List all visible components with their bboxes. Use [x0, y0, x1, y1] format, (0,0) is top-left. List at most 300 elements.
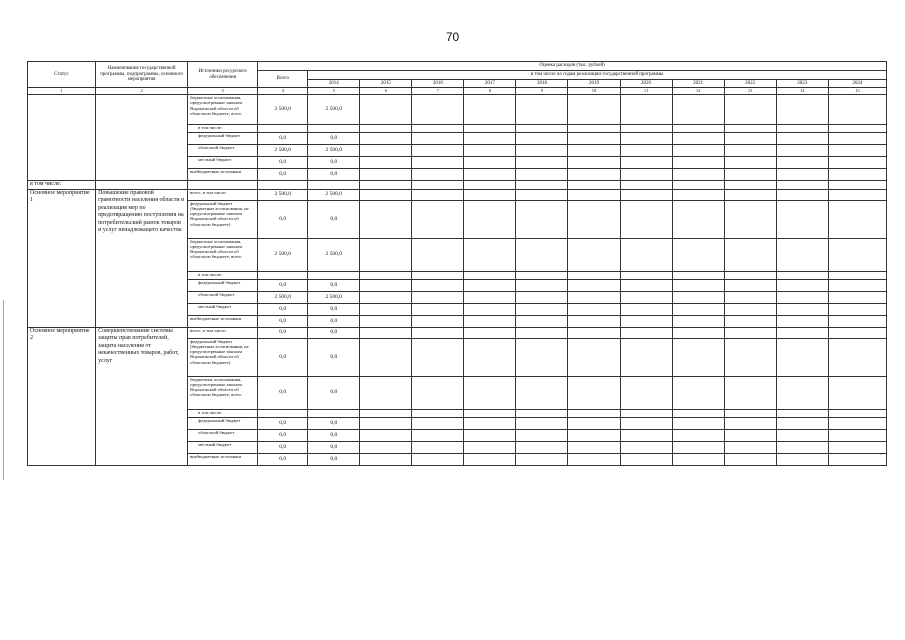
activity1-empty-cell	[568, 189, 620, 200]
activity1-empty-cell	[516, 291, 568, 303]
activity1-empty-cell	[620, 271, 672, 279]
header-index: 1	[28, 88, 96, 95]
top_block-empty-cell	[776, 95, 828, 125]
activity1-total	[258, 271, 308, 279]
activity2-empty-cell	[412, 453, 464, 465]
top_block-empty-cell	[672, 169, 724, 181]
header-index: 7	[412, 88, 464, 95]
activity2-empty-cell	[724, 376, 776, 409]
activity1-empty-cell	[776, 279, 828, 291]
activity2-empty-cell	[516, 327, 568, 338]
activity2-source: федеральный бюджет (бюджетные ассигнования, не предусмотренные законом Воронежской области об областном бюджете)	[188, 338, 258, 376]
top_block-status	[28, 95, 96, 181]
header-index: 6	[360, 88, 412, 95]
header-name: Наименование государственной программы, подпрограммы, основного мероприятия	[96, 62, 188, 88]
left-margin-mark	[3, 300, 4, 480]
activity2-empty-cell	[516, 441, 568, 453]
top_block-empty-cell	[672, 125, 724, 133]
top_block-empty-cell	[568, 145, 620, 157]
activity2-empty-cell	[620, 376, 672, 409]
activity2-total	[258, 409, 308, 417]
activity1-empty-cell	[724, 200, 776, 238]
activity2-empty-cell	[828, 417, 886, 429]
top_block-empty-cell	[828, 133, 886, 145]
activity1-empty-cell	[672, 189, 724, 200]
activity2-empty-cell	[620, 409, 672, 417]
activity1-empty-cell	[568, 315, 620, 327]
activity1-empty-cell	[464, 315, 516, 327]
activity2-empty-cell	[620, 338, 672, 376]
activity2-empty-cell	[360, 409, 412, 417]
activity2-empty-cell	[464, 441, 516, 453]
header-index: 11	[620, 88, 672, 95]
activity2-source: бюджетные ассигнования, предусмотренные законом Воронежской области об областном бюджете, всего	[188, 376, 258, 409]
activity1-empty-cell	[360, 315, 412, 327]
in-total-empty	[776, 181, 828, 190]
activity2-empty-cell	[464, 453, 516, 465]
activity2-empty-cell	[776, 327, 828, 338]
in-total-empty	[308, 181, 360, 190]
top_block-empty-cell	[516, 145, 568, 157]
top_block-empty-cell	[620, 133, 672, 145]
activity2-row	[28, 327, 887, 338]
activity2-empty-cell	[672, 441, 724, 453]
activity2-empty-cell	[568, 409, 620, 417]
activity2-empty-cell	[516, 376, 568, 409]
header-total: Всего	[258, 71, 308, 88]
activity1-empty-cell	[360, 279, 412, 291]
activity2-source: в том числе:	[188, 409, 258, 417]
activity1-empty-cell	[620, 315, 672, 327]
activity1-empty-cell	[724, 238, 776, 271]
activity2-empty-cell	[516, 409, 568, 417]
header-executor: Источники ресурсного обеспечения	[188, 62, 258, 88]
top_block-empty-cell	[776, 145, 828, 157]
activity1-empty-cell	[568, 200, 620, 238]
top_block-empty-cell	[828, 95, 886, 125]
activity2-empty-cell	[828, 453, 886, 465]
top_block-y2014: 0,0	[308, 169, 360, 181]
top_block-empty-cell	[464, 133, 516, 145]
top_block-empty-cell	[412, 95, 464, 125]
in-total-empty	[96, 181, 188, 190]
activity1-status: Основное мероприятие 1	[28, 189, 96, 327]
activity2-empty-cell	[672, 417, 724, 429]
activity2-empty-cell	[828, 327, 886, 338]
top_block-empty-cell	[724, 169, 776, 181]
top_block-empty-cell	[412, 145, 464, 157]
activity2-empty-cell	[568, 417, 620, 429]
activity2-empty-cell	[620, 453, 672, 465]
activity1-y2014: 0,0	[308, 303, 360, 315]
header-index: 5	[308, 88, 360, 95]
header-year: 2018	[516, 80, 568, 88]
activity2-y2014: 0,0	[308, 376, 360, 409]
activity2-empty-cell	[620, 441, 672, 453]
header-status: Статус	[28, 62, 96, 88]
activity1-y2014: 2 500,0	[308, 238, 360, 271]
activity2-empty-cell	[568, 376, 620, 409]
top_block-empty-cell	[620, 169, 672, 181]
top_block-empty-cell	[620, 125, 672, 133]
activity2-empty-cell	[776, 409, 828, 417]
in-total-empty	[360, 181, 412, 190]
top_block-empty-cell	[724, 95, 776, 125]
activity1-empty-cell	[568, 291, 620, 303]
activity2-empty-cell	[360, 453, 412, 465]
activity2-empty-cell	[620, 417, 672, 429]
activity2-empty-cell	[516, 453, 568, 465]
activity2-empty-cell	[568, 429, 620, 441]
activity1-source: федеральный бюджет (бюджетные ассигнования, не предусмотренные законом Воронежской области об областном бюджете)	[188, 200, 258, 238]
activity2-y2014	[308, 409, 360, 417]
top_block-empty-cell	[360, 133, 412, 145]
activity1-empty-cell	[412, 303, 464, 315]
activity1-empty-cell	[620, 279, 672, 291]
top_block-empty-cell	[828, 169, 886, 181]
top_block-empty-cell	[568, 125, 620, 133]
top_block-empty-cell	[776, 133, 828, 145]
activity1-empty-cell	[412, 279, 464, 291]
activity1-total: 0,0	[258, 315, 308, 327]
header-year: 2020	[620, 80, 672, 88]
activity2-empty-cell	[672, 376, 724, 409]
activity1-empty-cell	[672, 200, 724, 238]
activity1-empty-cell	[620, 238, 672, 271]
activity1-empty-cell	[412, 200, 464, 238]
top_block-total	[258, 125, 308, 133]
top_block-source: областной бюджет	[188, 145, 258, 157]
header-index: 10	[568, 88, 620, 95]
activity2-empty-cell	[776, 338, 828, 376]
activity2-empty-cell	[360, 338, 412, 376]
activity2-empty-cell	[828, 409, 886, 417]
activity1-empty-cell	[412, 189, 464, 200]
activity1-y2014: 2 500,0	[308, 189, 360, 200]
header-year: 2017	[464, 80, 516, 88]
activity1-empty-cell	[516, 238, 568, 271]
top_block-source: внебюджетные источники	[188, 169, 258, 181]
activity1-empty-cell	[412, 291, 464, 303]
top_block-empty-cell	[516, 125, 568, 133]
activity1-y2014: 0,0	[308, 279, 360, 291]
header-year: 2023	[776, 80, 828, 88]
activity2-total: 0,0	[258, 376, 308, 409]
activity2-empty-cell	[724, 441, 776, 453]
activity1-empty-cell	[360, 200, 412, 238]
activity1-empty-cell	[412, 315, 464, 327]
activity1-empty-cell	[776, 200, 828, 238]
header-year: 2014	[308, 80, 360, 88]
activity2-total: 0,0	[258, 441, 308, 453]
top_block-empty-cell	[776, 169, 828, 181]
top_block-empty-cell	[620, 95, 672, 125]
header-index: 13	[724, 88, 776, 95]
top_block-source: в том числе:	[188, 125, 258, 133]
top_block-y2014: 0,0	[308, 133, 360, 145]
activity1-source: в том числе:	[188, 271, 258, 279]
activity1-empty-cell	[516, 315, 568, 327]
activity2-empty-cell	[776, 429, 828, 441]
activity1-source: областной бюджет	[188, 291, 258, 303]
activity2-empty-cell	[776, 417, 828, 429]
activity2-y2014: 0,0	[308, 338, 360, 376]
top_block-empty-cell	[360, 95, 412, 125]
activity2-empty-cell	[828, 441, 886, 453]
activity1-empty-cell	[464, 271, 516, 279]
activity1-source: внебюджетные источники	[188, 315, 258, 327]
header-index-row	[28, 88, 887, 95]
activity2-source: федеральный бюджет	[188, 417, 258, 429]
activity1-empty-cell	[568, 238, 620, 271]
top_block-empty-cell	[776, 157, 828, 169]
header-year: 2019	[568, 80, 620, 88]
activity1-empty-cell	[516, 200, 568, 238]
top_block-source: местный бюджет	[188, 157, 258, 169]
top_block-total: 2 500,0	[258, 95, 308, 125]
activity2-empty-cell	[412, 441, 464, 453]
header-funding: Оценка расходов (тыс. рублей)	[258, 62, 887, 71]
activity2-total: 0,0	[258, 327, 308, 338]
activity1-empty-cell	[516, 271, 568, 279]
header-index: 2	[96, 88, 188, 95]
header-index: 9	[516, 88, 568, 95]
activity1-empty-cell	[360, 303, 412, 315]
activity1-total: 2 500,0	[258, 238, 308, 271]
top_block-empty-cell	[360, 125, 412, 133]
activity1-total: 0,0	[258, 200, 308, 238]
activity1-empty-cell	[672, 315, 724, 327]
top_block-source: бюджетные ассигнования, предусмотренные законом Воронежской области об областном бюджете, всего	[188, 95, 258, 125]
in-total-empty	[516, 181, 568, 190]
activity1-empty-cell	[672, 238, 724, 271]
activity1-y2014: 2 500,0	[308, 291, 360, 303]
activity2-y2014: 0,0	[308, 429, 360, 441]
activity2-empty-cell	[412, 338, 464, 376]
activity2-empty-cell	[464, 327, 516, 338]
activity2-y2014: 0,0	[308, 327, 360, 338]
activity2-y2014: 0,0	[308, 453, 360, 465]
activity2-empty-cell	[464, 409, 516, 417]
top_block-empty-cell	[412, 157, 464, 169]
activity1-empty-cell	[672, 303, 724, 315]
top_block-empty-cell	[516, 157, 568, 169]
activity2-empty-cell	[516, 338, 568, 376]
activity1-empty-cell	[672, 291, 724, 303]
activity1-empty-cell	[620, 291, 672, 303]
top_block-total: 0,0	[258, 169, 308, 181]
activity1-total: 2 500,0	[258, 189, 308, 200]
activity1-empty-cell	[360, 189, 412, 200]
activity2-empty-cell	[620, 327, 672, 338]
activity1-empty-cell	[776, 303, 828, 315]
header-index: 8	[464, 88, 516, 95]
activity2-empty-cell	[776, 441, 828, 453]
activity1-empty-cell	[828, 271, 886, 279]
top_block-y2014: 2 500,0	[308, 145, 360, 157]
in-total-empty	[672, 181, 724, 190]
activity2-empty-cell	[360, 429, 412, 441]
activity1-row	[28, 189, 887, 200]
top_block-empty-cell	[568, 95, 620, 125]
header-index: 3	[188, 88, 258, 95]
activity1-empty-cell	[360, 271, 412, 279]
activity2-empty-cell	[412, 409, 464, 417]
top_block-empty-cell	[464, 169, 516, 181]
activity1-empty-cell	[828, 315, 886, 327]
activity2-empty-cell	[568, 441, 620, 453]
activity1-empty-cell	[412, 271, 464, 279]
activity2-y2014: 0,0	[308, 441, 360, 453]
activity1-empty-cell	[828, 238, 886, 271]
activity2-empty-cell	[724, 409, 776, 417]
top_block-empty-cell	[620, 145, 672, 157]
header-years-caption: в том числе по годам реализации государственной программы	[308, 71, 887, 80]
top_block-empty-cell	[568, 157, 620, 169]
activity2-total: 0,0	[258, 429, 308, 441]
activity1-total: 2 500,0	[258, 291, 308, 303]
activity1-y2014: 0,0	[308, 200, 360, 238]
top_block-empty-cell	[360, 145, 412, 157]
top_block-empty-cell	[568, 133, 620, 145]
activity2-empty-cell	[724, 417, 776, 429]
funding-table	[27, 61, 887, 466]
header-year: 2015	[360, 80, 412, 88]
top_block-empty-cell	[516, 95, 568, 125]
activity1-empty-cell	[568, 271, 620, 279]
activity1-empty-cell	[412, 238, 464, 271]
activity1-empty-cell	[672, 271, 724, 279]
activity2-empty-cell	[360, 327, 412, 338]
activity1-source: бюджетные ассигнования, предусмотренные законом Воронежской области об областном бюджете, всего	[188, 238, 258, 271]
top_block-total: 0,0	[258, 157, 308, 169]
top_block-empty-cell	[672, 157, 724, 169]
top_block-y2014: 0,0	[308, 157, 360, 169]
activity2-empty-cell	[776, 376, 828, 409]
activity2-empty-cell	[724, 429, 776, 441]
activity2-empty-cell	[412, 327, 464, 338]
top_block-empty-cell	[464, 157, 516, 169]
top_block-y2014: 2 500,0	[308, 95, 360, 125]
top_block-empty-cell	[464, 95, 516, 125]
header-year: 2016	[412, 80, 464, 88]
activity2-empty-cell	[672, 327, 724, 338]
activity2-empty-cell	[464, 417, 516, 429]
activity2-empty-cell	[360, 441, 412, 453]
top_block-empty-cell	[724, 145, 776, 157]
top_block-empty-cell	[724, 157, 776, 169]
activity2-empty-cell	[672, 429, 724, 441]
activity2-empty-cell	[724, 338, 776, 376]
activity1-total: 0,0	[258, 279, 308, 291]
top_block-empty-cell	[828, 125, 886, 133]
top_block-empty-cell	[724, 133, 776, 145]
activity2-empty-cell	[828, 429, 886, 441]
activity2-empty-cell	[412, 376, 464, 409]
header-index: 12	[672, 88, 724, 95]
activity1-empty-cell	[516, 303, 568, 315]
activity2-empty-cell	[464, 429, 516, 441]
activity1-empty-cell	[568, 303, 620, 315]
activity1-source: всего, в том числе:	[188, 189, 258, 200]
activity2-y2014: 0,0	[308, 417, 360, 429]
activity1-empty-cell	[724, 303, 776, 315]
activity1-source: федеральный бюджет	[188, 279, 258, 291]
activity2-empty-cell	[672, 338, 724, 376]
top_block-empty-cell	[464, 145, 516, 157]
header-index: 14	[776, 88, 828, 95]
activity1-empty-cell	[464, 238, 516, 271]
activity2-status: Основное мероприятие 2	[28, 327, 96, 465]
activity2-empty-cell	[568, 338, 620, 376]
activity1-empty-cell	[516, 279, 568, 291]
activity1-empty-cell	[776, 315, 828, 327]
in-total-empty	[188, 181, 258, 190]
activity2-empty-cell	[412, 417, 464, 429]
activity2-source: всего, в том числе:	[188, 327, 258, 338]
activity1-empty-cell	[620, 189, 672, 200]
activity1-empty-cell	[464, 303, 516, 315]
activity2-empty-cell	[568, 327, 620, 338]
activity1-empty-cell	[776, 189, 828, 200]
activity1-empty-cell	[828, 291, 886, 303]
activity1-empty-cell	[828, 279, 886, 291]
in-total-empty	[464, 181, 516, 190]
page-number: 70	[445, 30, 460, 44]
activity2-total: 0,0	[258, 453, 308, 465]
activity2-empty-cell	[516, 417, 568, 429]
in-total-empty	[412, 181, 464, 190]
activity1-y2014	[308, 271, 360, 279]
top_block-total: 0,0	[258, 133, 308, 145]
top_block-y2014	[308, 125, 360, 133]
in-total-empty	[258, 181, 308, 190]
activity1-empty-cell	[464, 189, 516, 200]
top_block-total: 2 500,0	[258, 145, 308, 157]
top_block-empty-cell	[516, 133, 568, 145]
top_block-empty-cell	[360, 169, 412, 181]
activity1-empty-cell	[568, 279, 620, 291]
activity2-empty-cell	[776, 453, 828, 465]
top_block-source: федеральный бюджет	[188, 133, 258, 145]
activity2-empty-cell	[516, 429, 568, 441]
activity1-empty-cell	[724, 315, 776, 327]
top_block-empty-cell	[672, 145, 724, 157]
activity1-empty-cell	[672, 279, 724, 291]
header-year: 2022	[724, 80, 776, 88]
activity1-empty-cell	[776, 271, 828, 279]
activity1-empty-cell	[464, 279, 516, 291]
activity2-empty-cell	[828, 338, 886, 376]
activity1-empty-cell	[724, 189, 776, 200]
in-total-row	[28, 181, 887, 190]
top_block-empty-cell	[516, 169, 568, 181]
activity1-total: 0,0	[258, 303, 308, 315]
top_block-empty-cell	[412, 133, 464, 145]
top_block-name	[96, 95, 188, 181]
activity1-empty-cell	[776, 238, 828, 271]
top_block-empty-cell	[776, 125, 828, 133]
in-total-empty	[828, 181, 886, 190]
activity2-source: местный бюджет	[188, 441, 258, 453]
activity1-empty-cell	[828, 189, 886, 200]
activity2-name: Совершенствование системы защиты прав потребителей, защита населения от некачественных товаров, работ, услуг	[96, 327, 188, 465]
activity2-empty-cell	[620, 429, 672, 441]
activity1-empty-cell	[776, 291, 828, 303]
activity1-empty-cell	[360, 291, 412, 303]
header-index: 4	[258, 88, 308, 95]
top_block-empty-cell	[672, 95, 724, 125]
